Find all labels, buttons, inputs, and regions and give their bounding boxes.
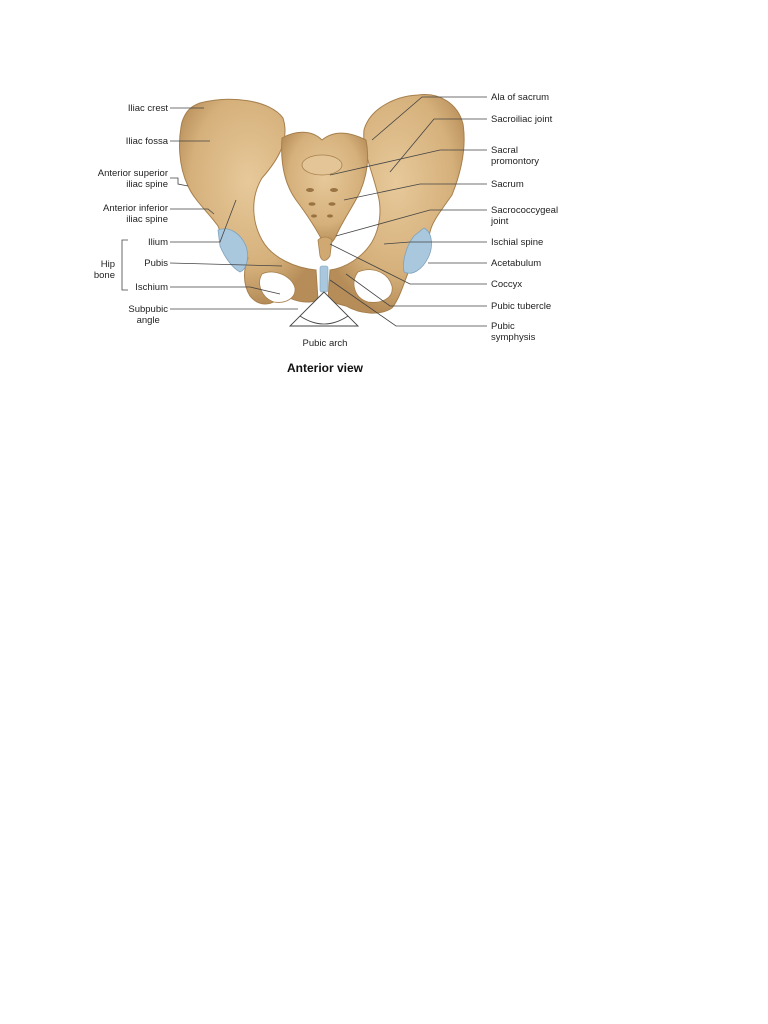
- label-pubic-symphysis: Pubic symphysis: [491, 321, 536, 343]
- label-iliac-crest: Iliac crest: [127, 103, 168, 114]
- label-pubic-arch: Pubic arch: [302, 338, 348, 349]
- sacrum-bone: [282, 132, 368, 244]
- label-ischial-spine: Ischial spine: [491, 237, 544, 248]
- label-subpubic-angle: Subpubic angle: [128, 304, 168, 326]
- pelvis-diagram: [0, 0, 768, 400]
- label-sacrococcygeal-joint: Sacrococcygeal joint: [491, 205, 559, 227]
- label-acetabulum: Acetabulum: [491, 258, 542, 269]
- figure-caption: Anterior view: [286, 361, 364, 375]
- label-ischium: Ischium: [135, 282, 168, 293]
- label-coccyx: Coccyx: [491, 279, 523, 290]
- sacral-body: [302, 155, 342, 175]
- label-sacral-promontory: Sacral promontory: [491, 145, 540, 167]
- label-pubic-tubercle: Pubic tubercle: [491, 301, 552, 312]
- label-sacroiliac-joint: Sacroiliac joint: [491, 114, 553, 125]
- label-anterior-inferior-iliac-spine: Anterior inferior iliac spine: [103, 203, 168, 225]
- label-anterior-superior-iliac-spine: Anterior superior iliac spine: [97, 168, 168, 190]
- pubic-symphysis-cartilage: [320, 266, 328, 292]
- coccyx-bone: [318, 237, 332, 261]
- label-pubis: Pubis: [144, 258, 168, 269]
- label-hip-bone: Hip bone: [93, 259, 115, 281]
- label-ilium: Ilium: [147, 237, 168, 248]
- label-sacrum: Sacrum: [491, 179, 524, 190]
- label-iliac-fossa: Iliac fossa: [125, 136, 168, 147]
- label-ala-of-sacrum: Ala of sacrum: [491, 92, 550, 103]
